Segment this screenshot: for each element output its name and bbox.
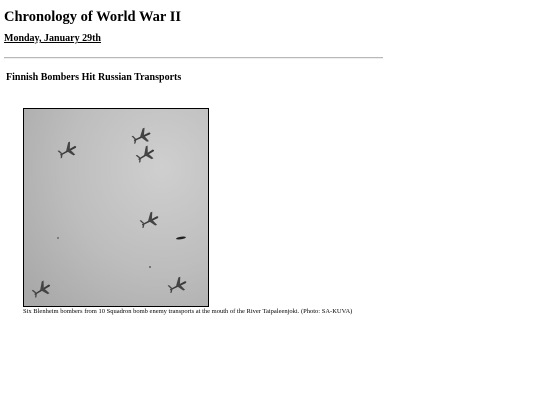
bombers-photo (23, 108, 209, 307)
photo-caption: Six Blenheim bombers from 10 Squadron bomb enemy transports at the mouth of the River Taipaleenjoki. (Photo: SA-KUVA) (23, 308, 353, 315)
date-heading: Monday, January 29th (4, 33, 101, 44)
article-title: Finnish Bombers Hit Russian Transports (6, 72, 182, 83)
bombers-photo-image (24, 109, 208, 306)
bomb-speck (57, 237, 59, 239)
bomb-speck (149, 266, 151, 268)
site-title: Chronology of World War II (4, 9, 181, 25)
horizontal-divider (4, 57, 383, 59)
